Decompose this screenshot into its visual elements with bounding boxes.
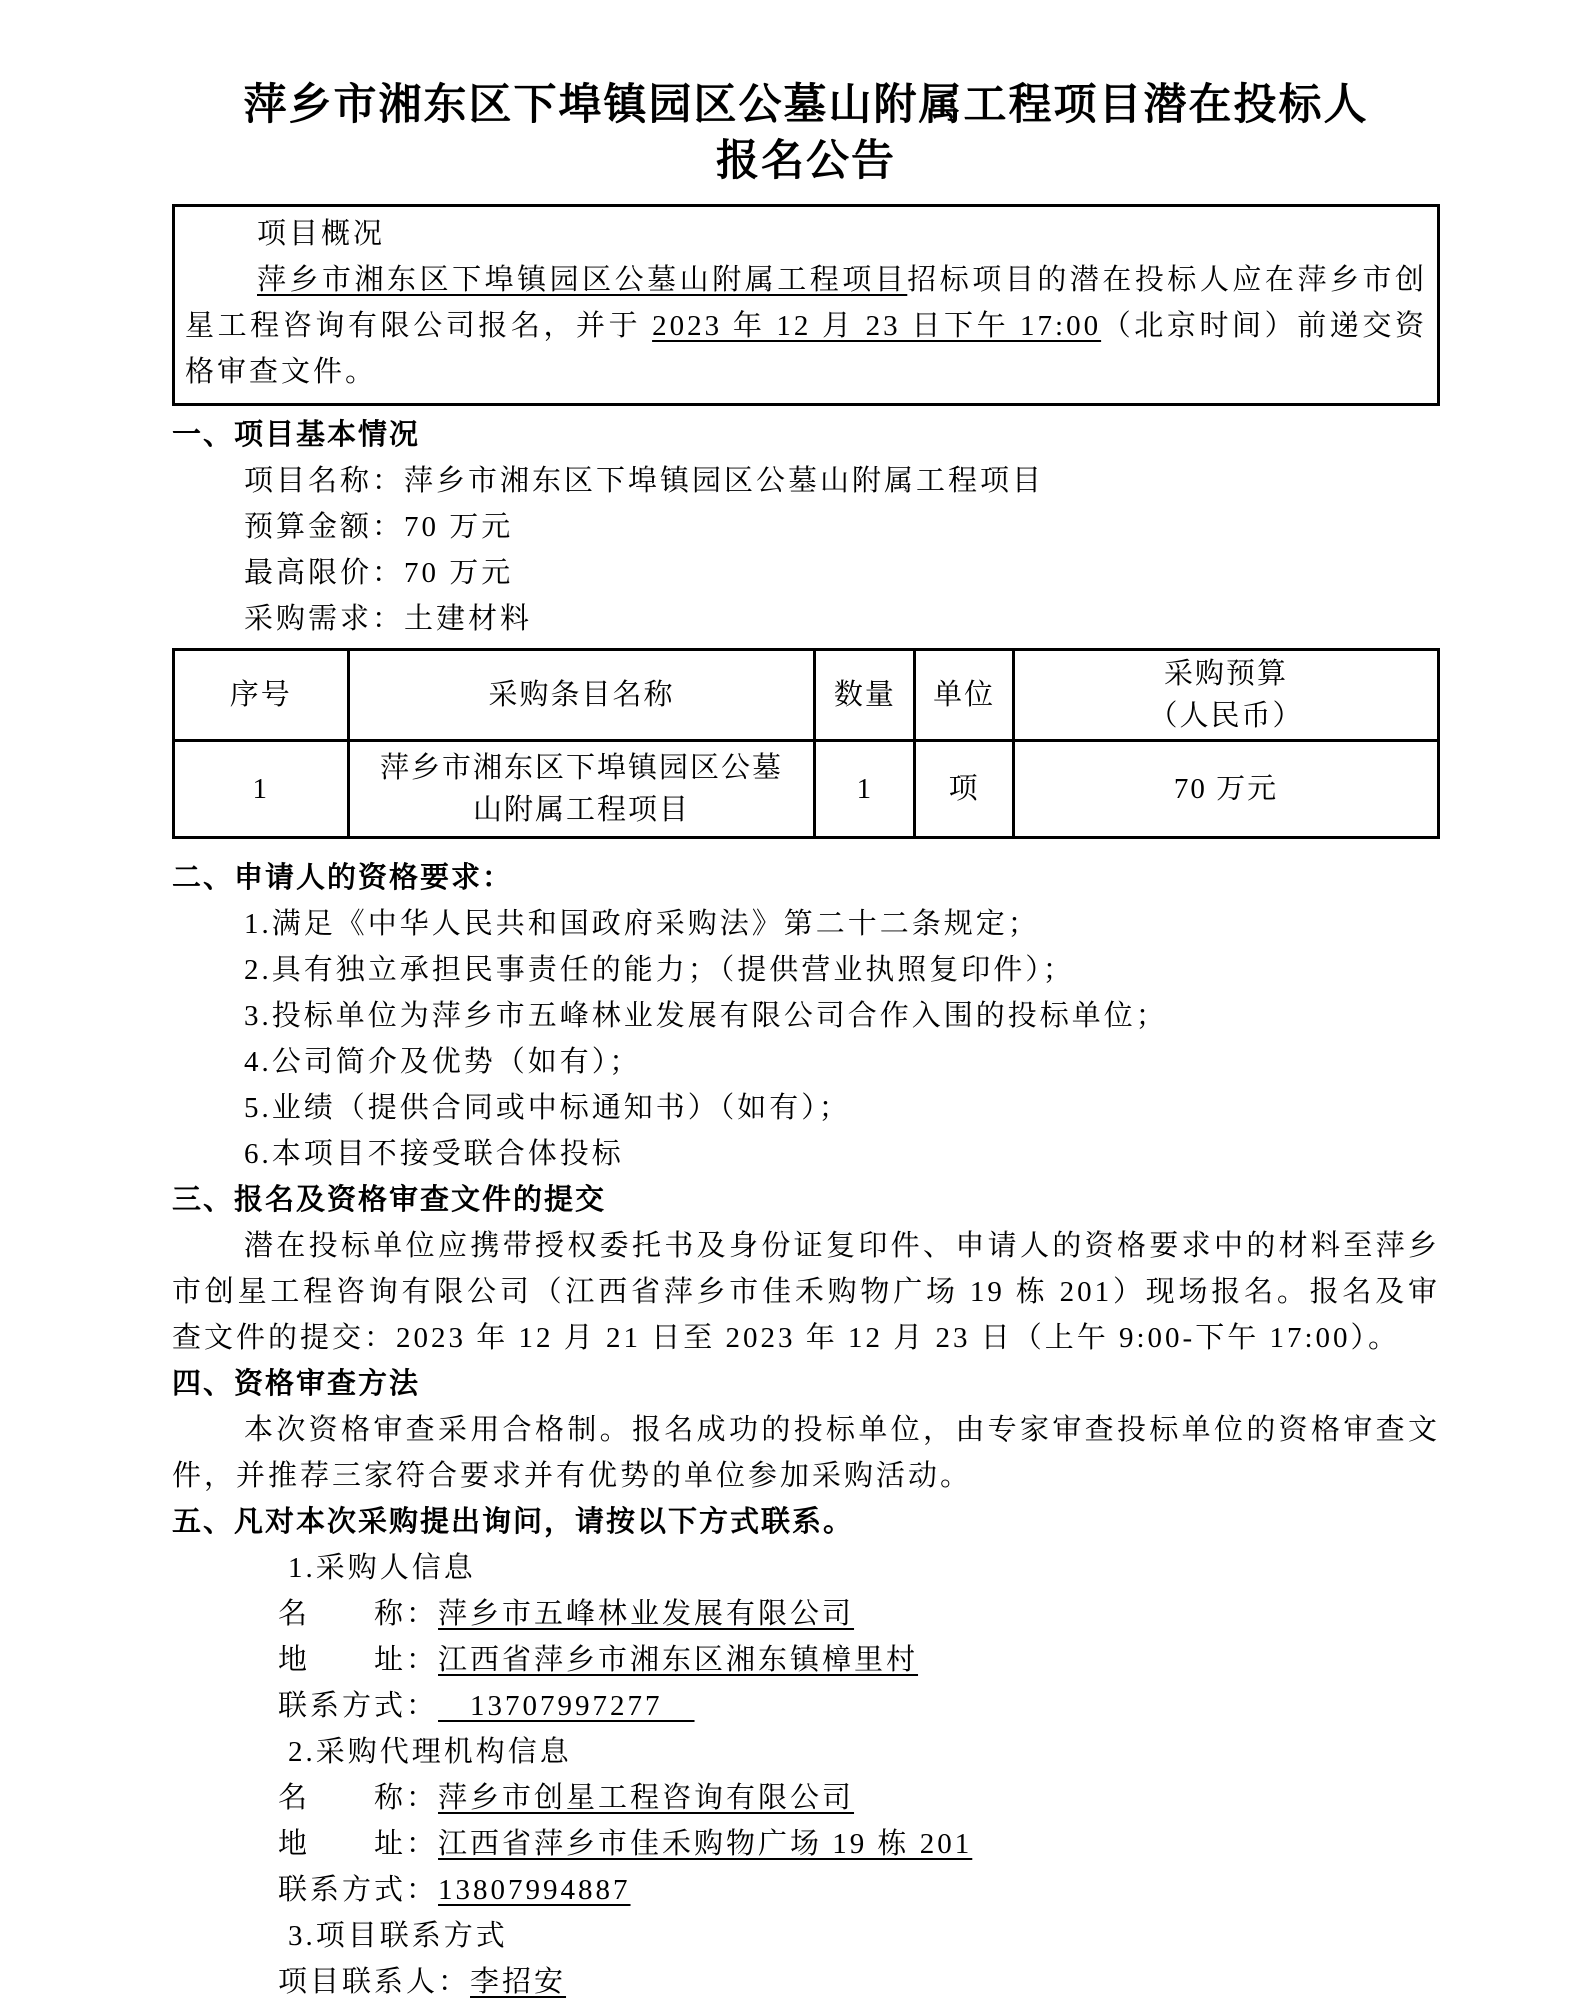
qualification-item-6: 6.本项目不接受联合体投标 — [244, 1138, 624, 1170]
purchaser-contact-label: 联系方式： — [278, 1690, 439, 1722]
section2-heading: 二、申请人的资格要求： — [172, 862, 514, 894]
cell-quantity: 1 — [815, 741, 915, 838]
project-contact-title: 3.项目联系方式 — [288, 1920, 508, 1952]
budget-line: 预算金额：70 万元 — [244, 511, 514, 543]
purchaser-info-title: 1.采购人信息 — [288, 1552, 476, 1584]
overview-text-end: （北京时间）前递交资格审查文件。 — [185, 310, 1427, 388]
agency-name-label: 名 称： — [278, 1782, 439, 1814]
qualification-item-2: 2.具有独立承担民事责任的能力；（提供营业执照复印件）； — [244, 954, 1075, 986]
project-contact-block — [278, 1913, 1440, 2005]
col-header-item-name: 采购条目名称 — [348, 650, 815, 741]
project-contact-value: 李招安 — [470, 1966, 567, 1998]
section4-paragraph: 本次资格审查采用合格制。报名成功的投标单位，由专家审查投标单位的资格审查文件，并推荐三家符合要求并有优势的单位参加采购活动。 — [172, 1414, 1440, 1492]
overview-project-name: 萍乡市湘东区下埠镇园区公墓山附属工程项目 — [257, 264, 908, 296]
section3-paragraph: 潜在投标单位应携带授权委托书及身份证复印件、申请人的资格要求中的材料至萍乡市创星工程咨询有限公司（江西省萍乡市佳禾购物广场 19 栋 201）现场报名。报名及审查文件的提交：2023 年 12 月 21 日至 2023 年 12 月 23 日（上午 9:00-下午 17:00）。 — [172, 1230, 1440, 1354]
overview-text-mid: 招标项目的潜在投标人应在萍乡市创星工程咨询有限公司报名，并于 — [185, 264, 1427, 342]
qualification-item-4: 4.公司简介及优势（如有）； — [244, 1046, 642, 1078]
agency-contact-line — [278, 1867, 1440, 1913]
max-price-line: 最高限价：70 万元 — [244, 557, 514, 589]
section4-heading: 四、资格审查方法 — [172, 1368, 421, 1400]
qualification-item-5: 5.业绩（提供合同或中标通知书）（如有）； — [244, 1092, 851, 1124]
agency-name-value: 萍乡市创星工程咨询有限公司 — [438, 1782, 855, 1814]
cell-unit: 项 — [915, 741, 1014, 838]
cell-budget: 70 万元 — [1013, 741, 1438, 838]
cell-index: 1 — [174, 741, 349, 838]
project-overview-box — [172, 204, 1440, 406]
qualification-item-1: 1.满足《中华人民共和国政府采购法》第二十二条规定； — [244, 908, 1040, 940]
agency-address-label: 地 址： — [278, 1828, 439, 1860]
qualification-item-3: 3.投标单位为萍乡市五峰林业发展有限公司合作入围的投标单位； — [244, 1000, 1168, 1032]
section3-heading: 三、报名及资格审查文件的提交 — [172, 1184, 607, 1216]
agency-name-line — [278, 1775, 1440, 1821]
agency-address-line — [278, 1821, 1440, 1867]
col-header-unit: 单位 — [915, 650, 1014, 741]
section1-heading: 一、项目基本情况 — [172, 419, 421, 451]
agency-contact-label: 联系方式： — [278, 1874, 439, 1906]
purchaser-contact-line — [278, 1683, 1440, 1729]
purchaser-name-label: 名 称： — [278, 1598, 439, 1630]
overview-label: 项目概况 — [257, 218, 386, 250]
cell-item-name: 萍乡市湘东区下埠镇园区公墓 山附属工程项目 — [348, 741, 815, 838]
project-contact-label: 项目联系人： — [278, 1966, 471, 1998]
purchaser-address-label: 地 址： — [278, 1644, 439, 1676]
agency-address-value: 江西省萍乡市佳禾购物广场 19 栋 201 — [438, 1828, 973, 1860]
procurement-items-table — [172, 648, 1440, 839]
table-row — [174, 741, 1439, 838]
project-name-line: 项目名称：萍乡市湘东区下埠镇园区公墓山附属工程项目 — [244, 465, 1045, 497]
agency-contact-value: 13807994887 — [438, 1874, 631, 1906]
title-line-1: 萍乡市湘东区下埠镇园区公墓山附属工程项目潜在投标人 — [243, 82, 1369, 129]
purchaser-contact-value: 13707997277 — [438, 1690, 695, 1722]
purchaser-name-value: 萍乡市五峰林业发展有限公司 — [438, 1598, 855, 1630]
purchaser-address-value: 江西省萍乡市湘东区湘东镇樟里村 — [438, 1644, 919, 1676]
project-contact-line — [278, 1959, 1440, 2005]
procurement-demand-line: 采购需求：土建材料 — [244, 603, 533, 635]
purchaser-address-line — [278, 1637, 1440, 1683]
overview-deadline: 2023 年 12 月 23 日下午 17:00 — [652, 310, 1102, 342]
overview-paragraph — [185, 257, 1427, 395]
title-line-2: 报名公告 — [716, 138, 896, 185]
col-header-index: 序号 — [174, 650, 349, 741]
agency-info-title: 2.采购代理机构信息 — [288, 1736, 572, 1768]
page-title — [172, 78, 1440, 190]
agency-info-block — [278, 1729, 1440, 1913]
table-header-row — [174, 650, 1439, 741]
purchaser-name-line — [278, 1591, 1440, 1637]
col-header-quantity: 数量 — [815, 650, 915, 741]
section5-heading: 五、凡对本次采购提出询问，请按以下方式联系。 — [172, 1506, 855, 1538]
col-header-budget: 采购预算 （人民币） — [1013, 650, 1438, 741]
purchaser-info-block — [278, 1545, 1440, 1729]
